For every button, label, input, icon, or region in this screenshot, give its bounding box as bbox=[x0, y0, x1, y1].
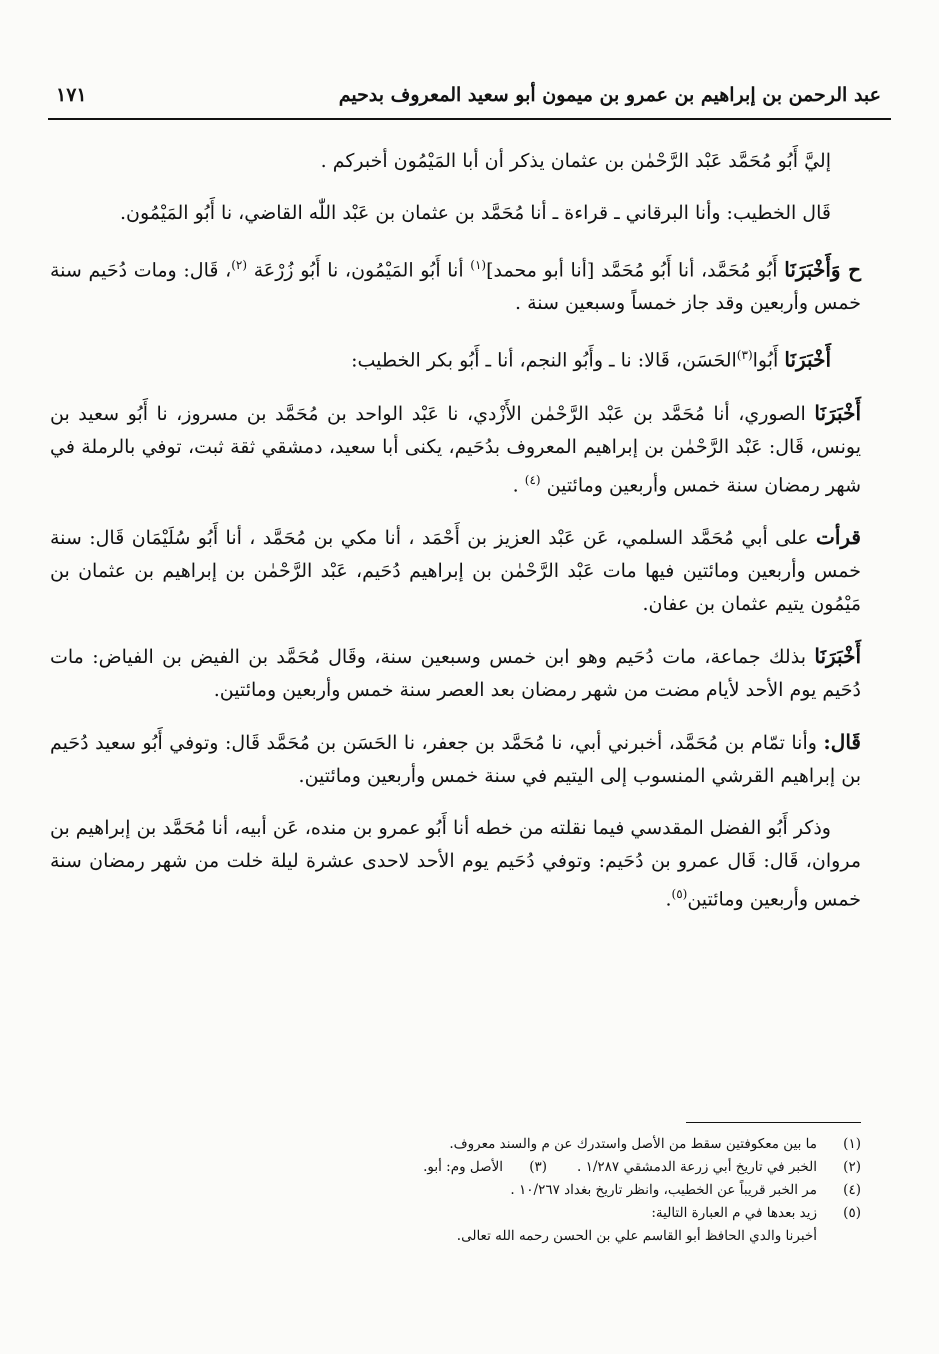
footnote bbox=[130, 1156, 861, 1179]
footnote-number: (٣) bbox=[529, 1159, 548, 1175]
footnote-ref: (١) bbox=[470, 258, 487, 272]
paragraph-lead: قرأت bbox=[816, 524, 861, 549]
footnote-text: الأصل وم: أبو. bbox=[423, 1159, 504, 1175]
footnote bbox=[130, 1179, 861, 1202]
paragraph-lead: أَخْبَرَنَا bbox=[784, 347, 831, 372]
footnote bbox=[130, 1133, 861, 1156]
paragraph: قَال: وأنا تمّام بن مُحَمَّد، أخبرني أبي، نا مُحَمَّد بن جعفر، نا الحَسَن بن مُحَمَّد قَال: وتوفي أَبُو سعيد دُحَيم بن إبراهيم القرشي المنسوب إلى اليتيم في سنة خمس وأربعين ومائتين. bbox=[50, 729, 861, 787]
paragraph: قرأت على أبي مُحَمَّد السلمي، عَن عَبْد العزيز بن أَحْمَد ، أنا مكي بن مُحَمَّد ، أنا أَبُو سُلَيْمَان قَال: سنة خمس وأربعين ومائتين فيها مات عَبْد الرَّحْمٰن بن إبراهيم دُحَيم، عَبْد الرَّحْمٰن بن إبراهيم بن عثمان بن مَيْمُون يتيم عثمان بن عفان. bbox=[50, 524, 861, 615]
footnote-number: (٥) bbox=[843, 1205, 861, 1221]
footnote-text: الخبر في تاريخ أبي زرعة الدمشقي ١/٢٨٧ . bbox=[577, 1159, 817, 1175]
paragraph: قَال الخطيب: وأنا البرقاني ـ قراءة ـ أنا مُحَمَّد بن عثمان بن عَبْد اللّٰه القاضي، نا أَبُو المَيْمُون. bbox=[120, 202, 831, 224]
main-text bbox=[50, 145, 861, 935]
footnote-number: (٤) bbox=[843, 1182, 861, 1198]
footnotes bbox=[130, 1133, 861, 1248]
paragraph: أَخْبَرَنَا بذلك جماعة، مات دُحَيم وهو ابن خمس وسبعين سنة، وقَال مُحَمَّد بن الفيض بن الفياض: مات دُحَيم يوم الأحد لأيام مضت من شهر رمضان بعد العصر سنة خمس وأربعين ومائتين. bbox=[50, 643, 861, 701]
footnote-ref: (٥) bbox=[671, 886, 688, 901]
paragraph-lead: قَال: bbox=[823, 729, 861, 754]
paragraph-lead: أَخْبَرَنَا bbox=[814, 643, 861, 668]
paragraph: أَخْبَرَنَا الصوري، أنا مُحَمَّد بن عَبْد الرَّحْمٰن الأَزْدي، نا عَبْد الواحد بن مُحَمَّد بن مسروز، نا أَبُو سعيد بن يونس، قَال: عَبْد الرَّحْمٰن بن إبراهيم المعروف بدُحَيم، يكنى أبا سعيد، دمشقي ثقة ثبت، توفي بالرملة في شهر رمضان سنة خمس وأربعين ومائتين $^{(٤)}$ . bbox=[50, 400, 861, 496]
footnote-divider bbox=[686, 1122, 861, 1123]
footnote-ref: (٤) bbox=[524, 472, 541, 487]
page-number: ١٧١ bbox=[56, 84, 87, 106]
footnote-continuation: أخبرنا والدي الحافظ أبو القاسم علي بن الحسن رحمه الله تعالى. bbox=[456, 1228, 817, 1244]
footnote-ref: (٣) bbox=[736, 348, 753, 363]
footnote bbox=[130, 1202, 861, 1225]
paragraph-lead: أَخْبَرَنَا bbox=[814, 400, 861, 425]
paragraph: إليَّ أَبُو مُحَمَّد عَبْد الرَّحْمٰن بن عثمان يذكر أن أبا المَيْمُون أخبركم . bbox=[320, 150, 831, 172]
footnote-text: مر الخبر قريباً عن الخطيب، وانظر تاريخ بغداد ١٠/٢٦٧ . bbox=[510, 1182, 817, 1198]
footnote-text: زيد بعدها في م العبارة التالية: bbox=[651, 1205, 817, 1221]
running-title: عبد الرحمن بن إبراهيم بن عمرو بن ميمون أبو سعيد المعروف بدحيم bbox=[338, 84, 881, 106]
footnote-number: (١) bbox=[843, 1136, 861, 1152]
footnote-ref: (٢) bbox=[231, 258, 248, 272]
footnote-number: (٢) bbox=[843, 1159, 861, 1175]
paragraph: ح وَأَخْبَرَنَا أَبُو مُحَمَّد، أنا أَبُو مُحَمَّد [أنا أبو محمد]$^{(١)}$ أنا أَبُو المَيْمُون، نا أَبُو زُرْعَة $^{(٢)}$، قَال: ومات دُحَيم سنة خمس وأربعين وقد جاز خمساً وسبعين سنة . bbox=[50, 257, 861, 315]
paragraph: وذكر أَبُو الفضل المقدسي فيما نقلته من خطه أنا أَبُو عمرو بن منده، عَن أبيه، أنا مُحَمَّد بن إبراهيم بن مروان، قَال: قَال عمرو بن دُحَيم: وتوفي دُحَيم يوم الأحد لاحدى عشرة ليلة خلت من شهر رمضان سنة خمس وأربعين ومائتين$^{(٥)}$. bbox=[50, 816, 861, 911]
paragraph-lead: ح وَأَخْبَرَنَا bbox=[784, 257, 861, 282]
paragraph: أَخْبَرَنَا أَبُوا$^{(٣)}$الحَسَن، قَالا: نا ـ وأَبُو النجم، أنا ـ أَبُو بكر الخطيب: bbox=[351, 347, 831, 372]
footnote-text: ما بين معكوفتين سقط من الأصل واستدرك عن م والسند معروف. bbox=[449, 1136, 817, 1152]
running-header bbox=[48, 78, 891, 120]
